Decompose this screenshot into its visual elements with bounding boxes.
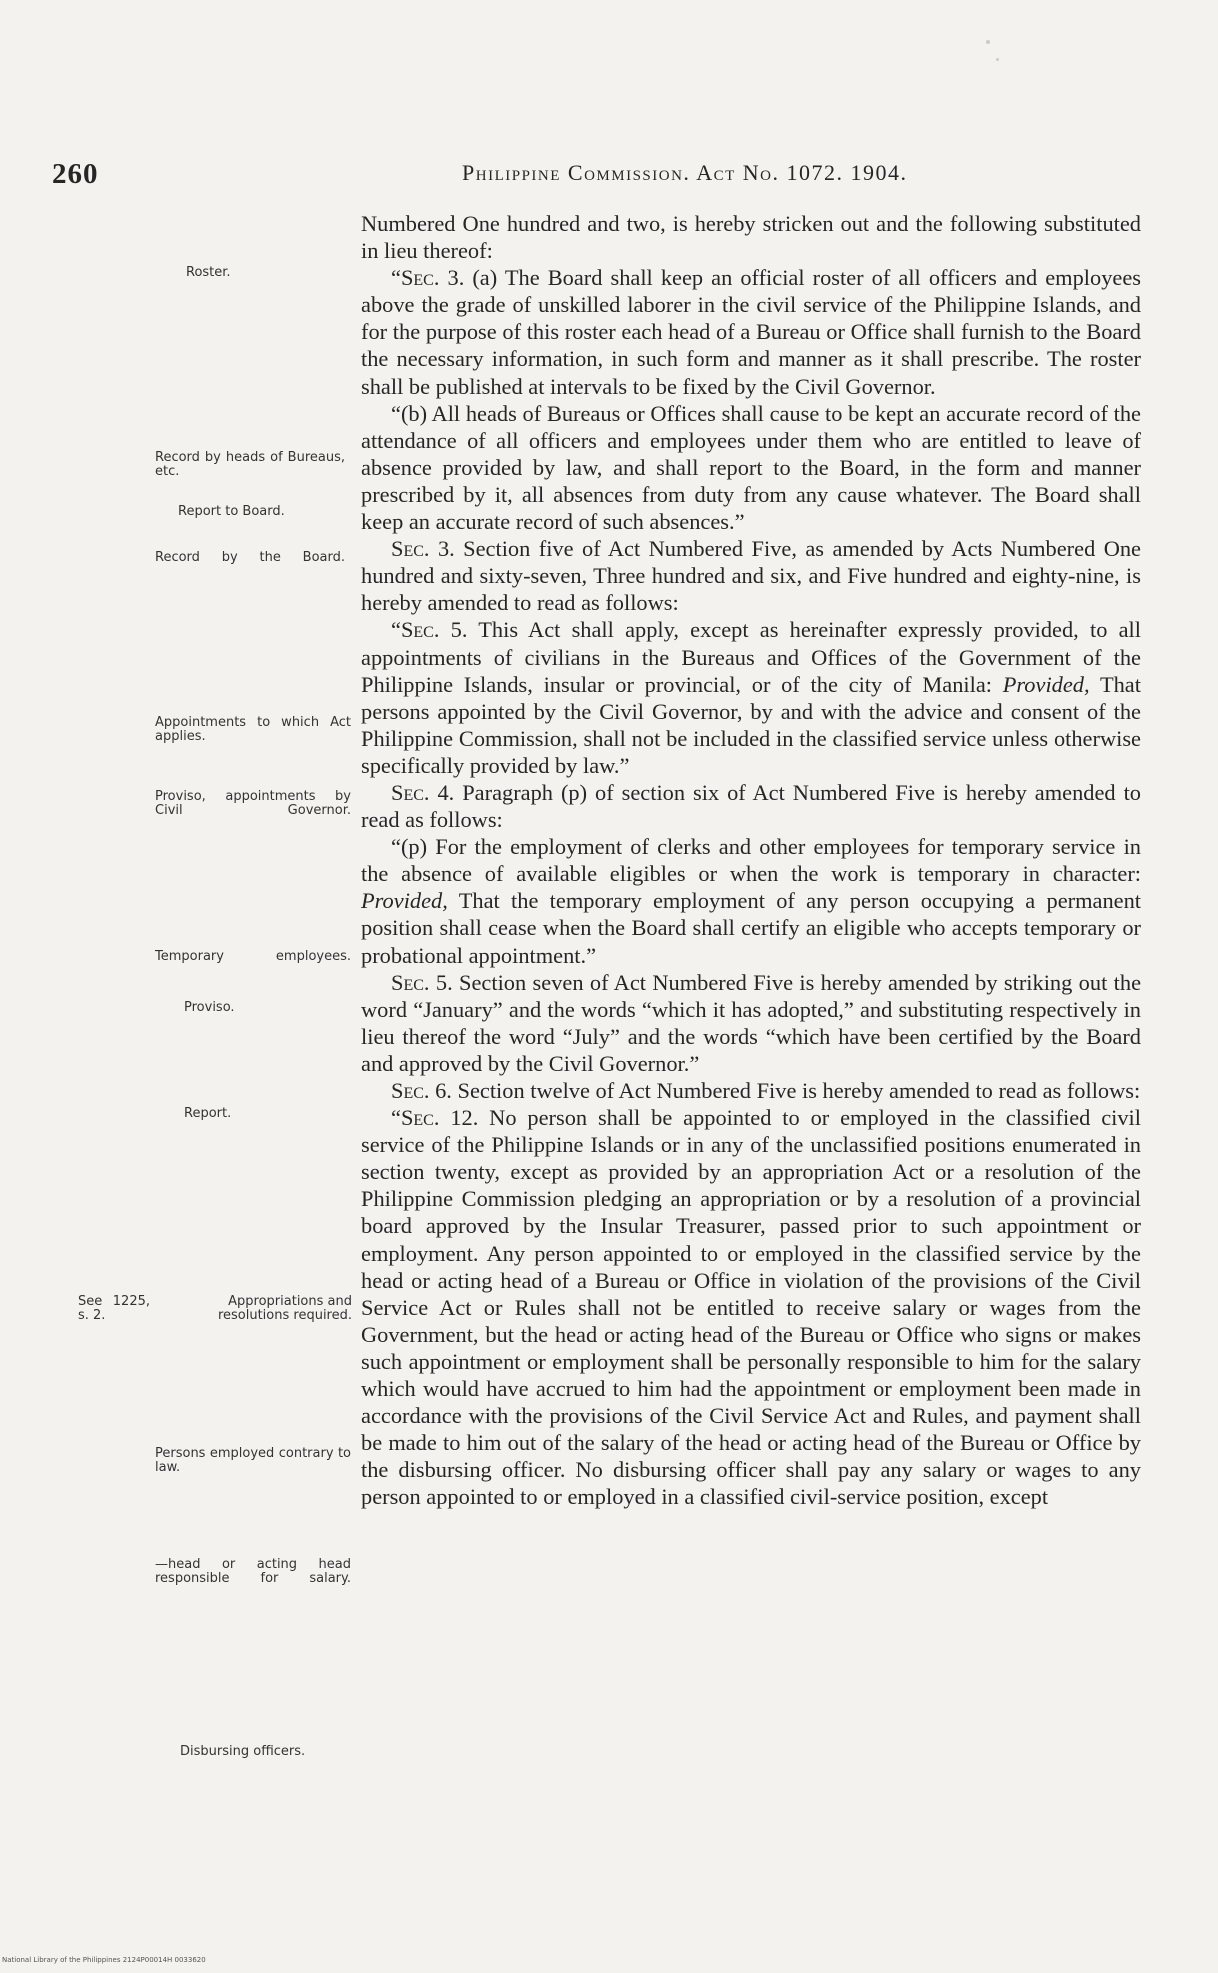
margin-note-temporary: Temporary employees. (155, 949, 351, 964)
paragraph (361, 833, 1141, 968)
paragraph (361, 779, 1141, 833)
paragraph (361, 535, 1141, 616)
text-run: “(b) All heads of Bureaus or Offices shall cause to be kept an accurate record of the attendance of all officers and employees under them who are entitled to leave of absence provided by law, and shall report to the Board, in the form and manner prescribed by it, all absences from duty from any cause whatever. The Board shall keep an accurate record of such absences.” (361, 400, 1141, 535)
paragraph (361, 264, 1141, 399)
paragraph (361, 616, 1141, 779)
margin-note-report-board: Report to Board. (178, 504, 285, 519)
scan-speck (986, 40, 990, 44)
paragraph (361, 1077, 1141, 1104)
body-text (361, 210, 1141, 1511)
library-stamp: National Library of the Philippines 2124P00014H 0033620 (2, 1956, 206, 1964)
margin-note-report: Report. (184, 1106, 232, 1121)
section-mark: Sec. (391, 536, 430, 562)
paragraph (361, 969, 1141, 1077)
scan-speck (996, 58, 999, 61)
paragraph (361, 1104, 1141, 1510)
margin-note-record-heads: Record by heads of Bureaus, etc. (155, 450, 345, 479)
margin-note-record-board: Record by the Board. (155, 550, 345, 565)
section-mark: Sec. (391, 779, 430, 805)
text-run: 3. Section five of Act Numbered Five, as amended by Acts Numbered One hundred and sixty-seven, Three hundred and six, and Five hundred and eighty-nine, is hereby amended to read as follows: (361, 536, 1141, 616)
text-run: That the temporary employment of any person occupying a permanent position shall cease when the Board shall certify an eligible who accepts temporary or probational appointment.” (361, 888, 1141, 968)
margin-note-cross-reference: See 1225, s. 2. (78, 1294, 150, 1323)
text-run: 5. Section seven of Act Numbered Five is hereby amended by striking out the word “January” and the words “which it has adopted,” and substituting respectively in lieu thereof the word “July” and the words “which have been certified by the Board and approved by the Civil Governor.” (361, 969, 1142, 1076)
margin-note-appropriations: Appropriations and resolutions required. (217, 1294, 352, 1323)
section-mark: “Sec. (391, 617, 440, 643)
paragraph (361, 210, 1141, 264)
text-run: 6. Section twelve of Act Numbered Five is hereby amended to read as follows: (435, 1078, 1141, 1103)
running-head: Philippine Commission. Act No. 1072. 1904. (462, 160, 908, 185)
margin-note-roster: Roster. (186, 265, 231, 280)
section-mark: “Sec. (391, 265, 440, 291)
provided-term: Provided, (1002, 671, 1090, 697)
text-run: Numbered One hundred and two, is hereby stricken out and the following substituted in lieu thereof: (361, 211, 1141, 264)
section-mark: Sec. (391, 1078, 430, 1103)
paragraph (361, 400, 1141, 535)
text-run: 3. (a) The Board shall keep an official roster of all officers and employees above the grade of unskilled laborer in the civil service of the Philippine Islands, and for the purpose of this roster each head of a Bureau or Office shall furnish to the Board the necessary information, in such form and manner as it shall prescribe. The roster shall be published at intervals to be fixed by the Civil Governor. (361, 265, 1141, 399)
margin-note-proviso-appointments: Proviso, appointments by Civil Governor. (155, 789, 351, 818)
text-run: That persons appointed by the Civil Governor, by and with the advice and consent of the Philippine Commission, shall not be included in the classified service unless otherwise specifically provided by law.” (361, 671, 1141, 778)
text-run: “(p) For the employment of clerks and other employees for temporary service in the absence of available eligibles or when the work is temporary in character: (361, 834, 1141, 887)
page-number: 260 (52, 158, 99, 190)
provided-term: Provided, (361, 888, 448, 914)
margin-note-proviso: Proviso. (184, 1000, 235, 1015)
margin-note-head-responsible: —head or acting head responsible for salary. (155, 1557, 351, 1586)
margin-note-appointments: Appointments to which Act applies. (155, 715, 351, 744)
text-run: 12. No person shall be appointed to or employed in the classified civil service of the Philippine Islands or in any of the unclassified positions enumerated in section twenty, except as provided by an appropriation Act or a resolution of the Philippine Commission pledging an appropriation or by a resolution of a provincial board approved by the Insular Treasurer, passed prior to such appointment or employment. Any person appointed to or employed in the classified service by the head or acting head of a Bureau or Office in violation of the provisions of the Civil Service Act or Rules shall not be entitled to receive salary or wages from the Government, but the head or acting head of the Bureau or Office who signs or makes such appointment or employment shall be personally responsible to him for the salary which would have accrued to him had the appointment or employment been made in accordance with the provisions of the Civil Service Act and Rules, and payment shall be made to him out of the salary of the head or acting head of the Bureau or Office by the disbursing officer. No disbursing officer shall pay any salary or wages to any person appointed to or employed in a classified civil-service position, except (361, 1105, 1141, 1510)
margin-note-disbursing: Disbursing officers. (180, 1744, 306, 1759)
section-mark: Sec. (391, 969, 430, 995)
text-run: 5. This Act shall apply, except as hereinafter expressly provided, to all appointments of civilians in the Bureaus and Offices of the Government of the Philippine Islands, insular or provincial, or of the city of Manila: (361, 617, 1141, 697)
text-run: 4. Paragraph (p) of section six of Act Numbered Five is hereby amended to read as follows: (361, 779, 1141, 833)
section-mark: “Sec. (391, 1105, 440, 1131)
margin-note-persons-employed: Persons employed contrary to law. (155, 1446, 351, 1475)
